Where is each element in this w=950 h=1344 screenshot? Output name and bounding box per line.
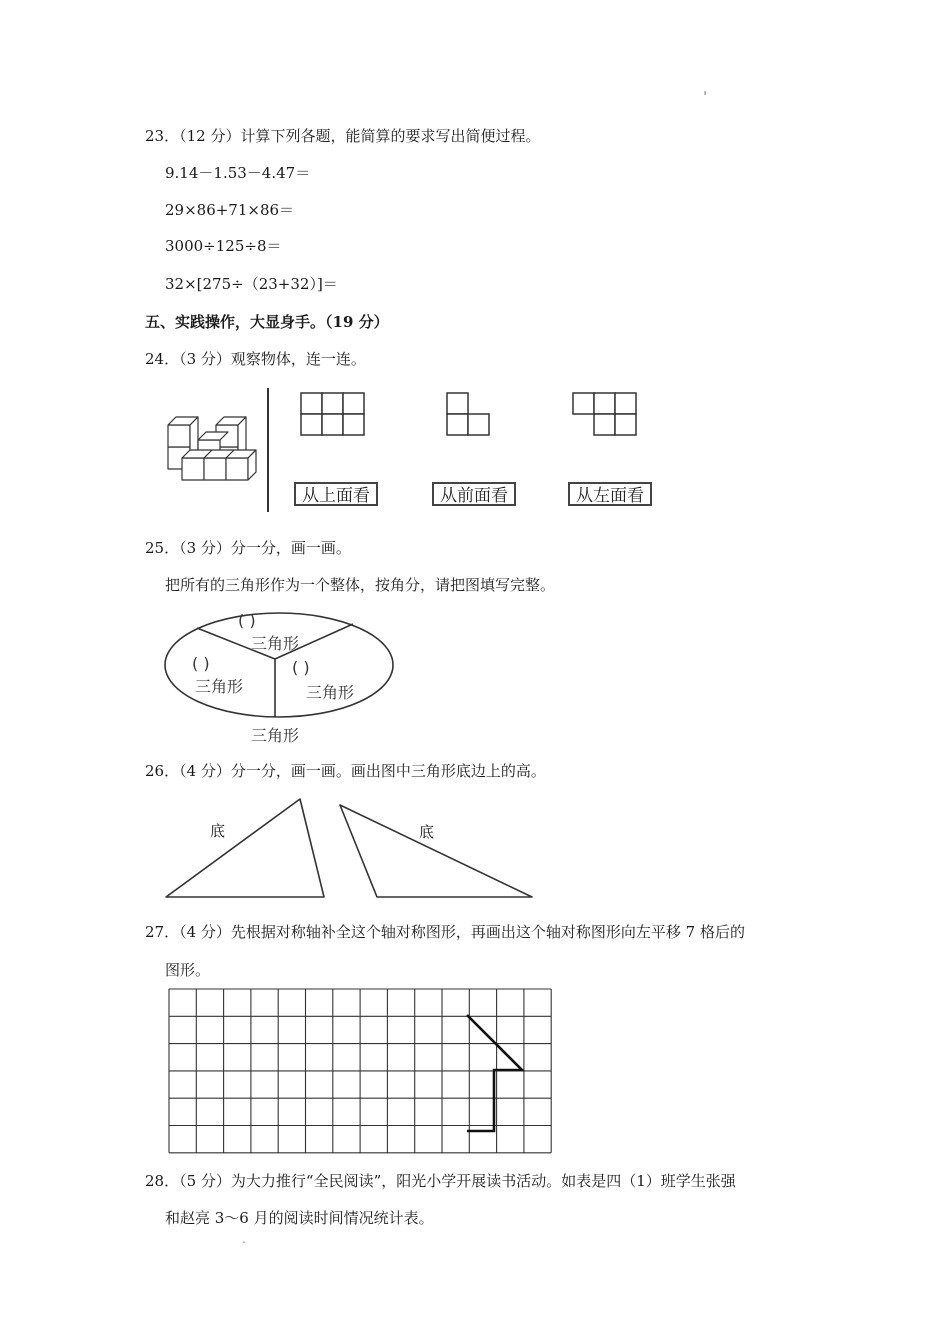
q24-label-left: 从左面看	[568, 482, 652, 506]
bottom-mark: .	[242, 1232, 246, 1246]
q27-figure-outline	[467, 1015, 522, 1131]
q23-title: 23．（12 分）计算下列各题，能简算的要求写出简便过程。	[145, 127, 541, 145]
q23-item-3: 3000÷125÷8＝	[165, 237, 282, 255]
q24-view-1	[300, 392, 366, 438]
q24-view-3	[572, 392, 638, 438]
q26-base-label-right: 底	[419, 823, 435, 841]
q28-title-line1: 28．（5 分）为大力推行“全民阅读”，阳光小学开展读书活动。如表是四（1）班学生张强	[145, 1172, 736, 1190]
q26-title: 26．（4 分）分一分，画一画。画出图中三角形底边上的高。	[145, 762, 546, 780]
q27-title-line2: 图形。	[165, 961, 211, 979]
q24-divider	[267, 388, 269, 512]
q24-cubes-figure	[160, 380, 280, 510]
q28-title-line2: 和赵亮 3～6 月的阅读时间情况统计表。	[165, 1209, 434, 1227]
q25-outer-label: 三角形	[251, 726, 300, 745]
q26-triangles	[160, 796, 540, 902]
q23-item-4: 32×[275÷（23+32）]＝	[165, 275, 338, 293]
q26-base-label-left: 底	[210, 822, 226, 840]
q25-name-2: 三角形	[195, 677, 244, 696]
q25-paren-1: ( )	[238, 611, 256, 630]
q25-title: 25．（3 分）分一分，画一画。	[145, 539, 351, 557]
q24-view-2	[446, 392, 492, 438]
q25-paren-2: ( )	[192, 654, 210, 673]
q27-title-line1: 27．（4 分）先根据对称轴补全这个轴对称图形，再画出这个轴对称图形向左平移 7 格后的	[145, 923, 745, 941]
q24-title: 24．（3 分）观察物体，连一连。	[145, 350, 366, 368]
q25-instruction: 把所有的三角形作为一个整体，按角分，请把图填写完整。	[165, 576, 556, 594]
q25-name-1: 三角形	[251, 634, 300, 653]
q24-label-top: 从上面看	[294, 482, 378, 506]
q25-name-3: 三角形	[306, 683, 355, 702]
corner-mark: '	[703, 88, 708, 106]
q24-label-front: 从前面看	[432, 482, 516, 506]
q23-item-1: 9.14－1.53－4.47＝	[165, 164, 311, 182]
q27-grid	[168, 988, 550, 1160]
q23-item-2: 29×86+71×86＝	[165, 201, 295, 219]
section5-title: 五、实践操作，大显身手。（19 分）	[145, 313, 389, 331]
q25-paren-3: ( )	[292, 658, 310, 677]
